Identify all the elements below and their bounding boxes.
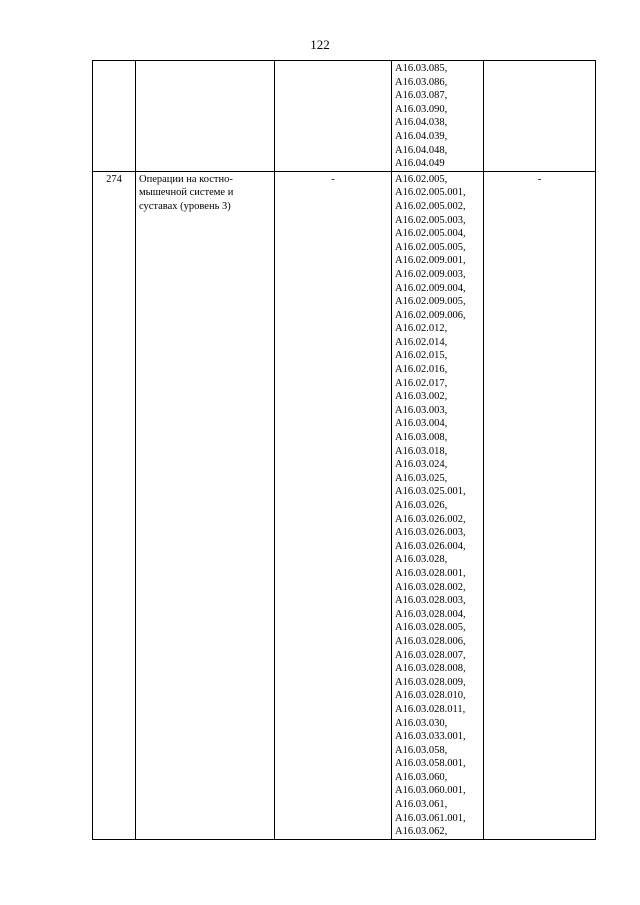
code-line: A16.03.025, <box>395 472 448 484</box>
code-line: A16.03.028.005, <box>395 622 466 634</box>
code-line: A16.03.028.010, <box>395 690 466 702</box>
code-line: A16.03.028.011, <box>395 703 466 715</box>
code-line: A16.02.012, <box>395 323 448 335</box>
code-line: A16.03.060.001, <box>395 785 466 797</box>
code-line: A16.03.028.002, <box>395 581 466 593</box>
code-line: A16.02.005, <box>395 173 448 185</box>
code-line: A16.03.060, <box>395 771 448 783</box>
code-line: A16.03.003, <box>395 404 448 416</box>
table-row <box>93 61 596 172</box>
code-line: A16.02.005.001, <box>395 187 466 199</box>
code-line: A16.04.039, <box>395 130 448 142</box>
row-col3-cell <box>275 61 392 172</box>
code-line: A16.03.028, <box>395 554 448 566</box>
code-line: A16.03.026, <box>395 500 448 511</box>
code-line: A16.02.014, <box>395 336 448 348</box>
code-line: A16.03.002, <box>395 391 448 403</box>
code-line: A16.03.008, <box>395 432 448 444</box>
code-line: A16.03.028.008, <box>395 663 466 675</box>
code-line: A16.03.028.001, <box>395 567 466 579</box>
code-line: A16.02.009.005, <box>395 296 466 308</box>
code-line: A16.03.030, <box>395 717 448 729</box>
code-line: A16.03.087, <box>395 90 448 102</box>
code-line: A16.02.005.003, <box>395 214 466 226</box>
code-line: A16.02.009.006, <box>395 309 466 321</box>
code-line: A16.02.015, <box>395 350 448 362</box>
code-line: A16.03.025.001, <box>395 486 466 498</box>
code-line: A16.02.005.002, <box>395 200 466 212</box>
code-line: A16.02.009.003, <box>395 268 466 280</box>
code-line: A16.03.028.009, <box>395 676 466 688</box>
code-line: A16.02.009.001, <box>395 255 466 267</box>
row-col5-cell: - <box>484 171 596 839</box>
row-name-cell <box>136 61 275 172</box>
code-line: A16.03.028.007, <box>395 649 466 661</box>
code-line: A16.02.009.004, <box>395 282 466 294</box>
code-line: A16.04.038, <box>395 117 448 129</box>
row-number-cell <box>93 61 136 172</box>
code-line: A16.03.028.004, <box>395 608 466 620</box>
code-line: A16.03.033.001, <box>395 731 466 743</box>
code-line: A16.04.049 <box>395 158 445 170</box>
code-line: A16.02.005.005, <box>395 241 466 253</box>
code-line: A16.04.048, <box>395 144 448 156</box>
table-row <box>93 171 596 839</box>
code-line: A16.02.017, <box>395 377 448 389</box>
code-line: A16.03.062, <box>395 826 448 838</box>
code-line: A16.03.026.003, <box>395 527 466 539</box>
code-line: A16.03.026.002, <box>395 513 466 525</box>
code-line: A16.03.028.006, <box>395 635 466 647</box>
code-line: A16.03.085, <box>395 63 448 74</box>
code-line: A16.03.018, <box>395 445 448 457</box>
code-line: A16.03.058.001, <box>395 758 466 770</box>
code-line: A16.03.058, <box>395 744 448 756</box>
code-line: A16.03.004, <box>395 418 448 430</box>
row-number-cell: 274 <box>93 171 136 839</box>
page-number: 122 <box>310 37 330 52</box>
code-line: A16.03.026.004, <box>395 540 466 552</box>
procedures-table <box>92 60 596 840</box>
code-line: A16.02.005.004, <box>395 228 466 240</box>
code-line: A16.03.061.001, <box>395 812 466 824</box>
code-line: A16.03.090, <box>395 103 448 115</box>
code-line: A16.02.016, <box>395 364 448 376</box>
code-line: A16.03.086, <box>395 76 448 88</box>
row-codes-cell <box>392 171 484 839</box>
code-line: A16.03.028.003, <box>395 595 466 607</box>
row-name-cell: Операции на костно-мышечной системе и суставах (уровень 3) <box>136 171 275 839</box>
row-codes-cell <box>392 61 484 172</box>
row-col3-cell: - <box>275 171 392 839</box>
code-line: A16.03.024, <box>395 459 448 471</box>
code-line: A16.03.061, <box>395 799 448 811</box>
row-col5-cell <box>484 61 596 172</box>
